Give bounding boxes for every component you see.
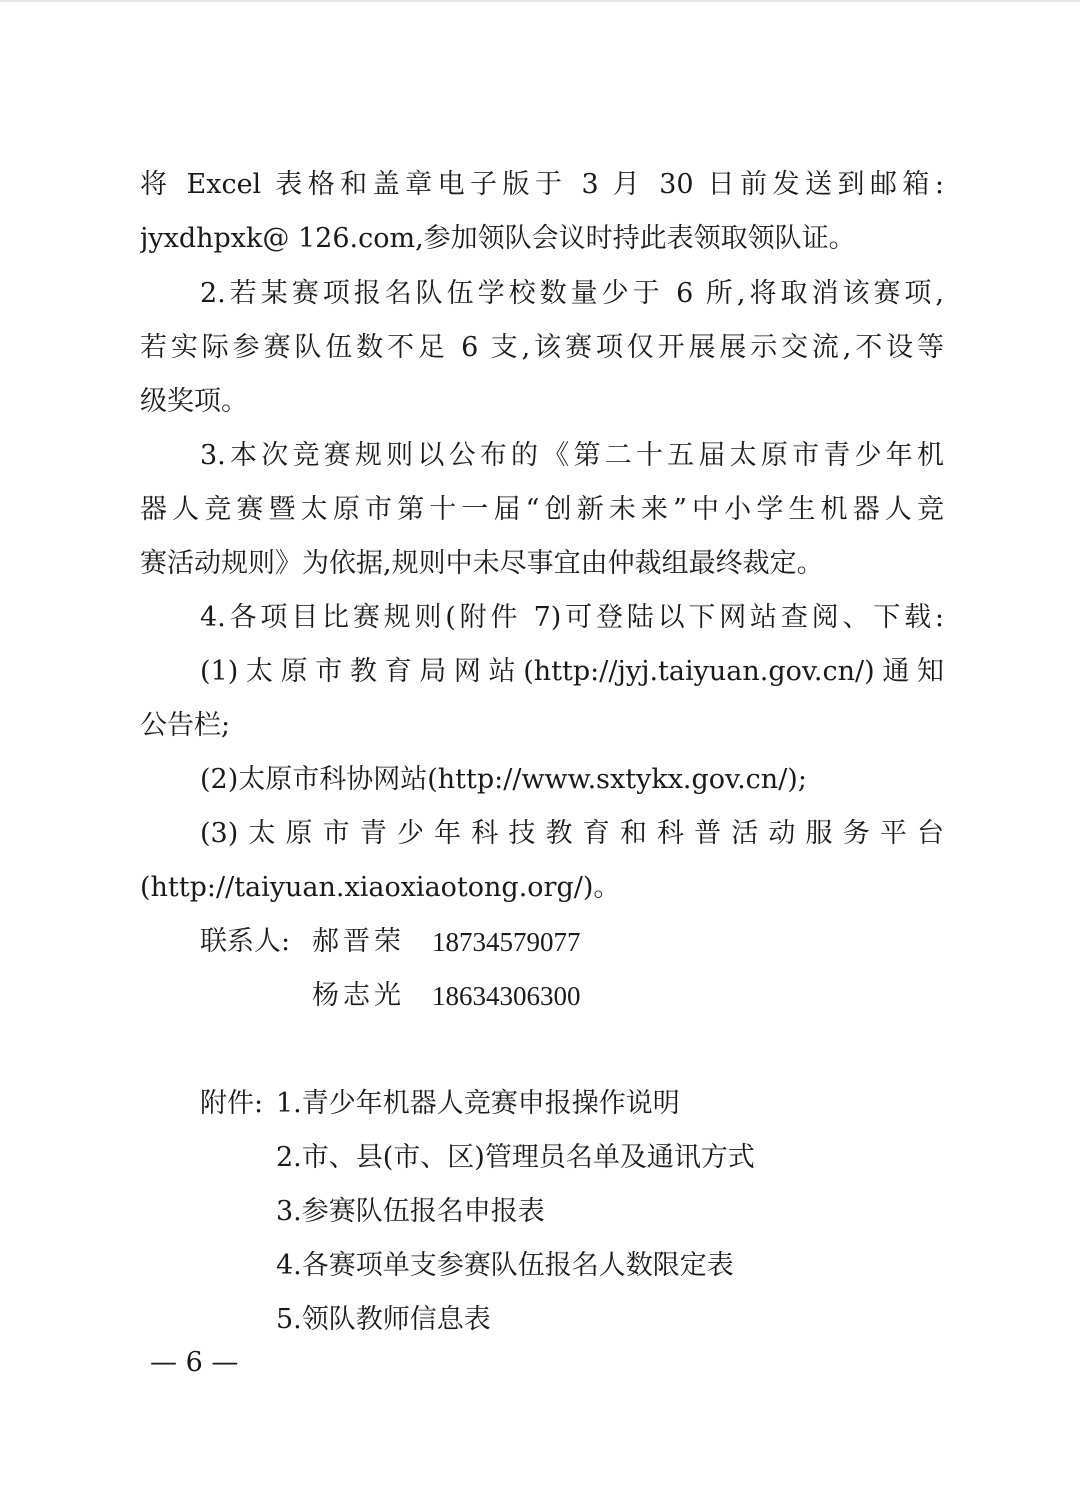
attachment-item: 2.市、县(市、区)管理员名单及通讯方式 xyxy=(276,1142,755,1173)
paragraph-3-line-3: 赛活动规则》为依据,规则中未尽事宜由仲裁组最终裁定。 xyxy=(140,548,824,579)
attachment-item: 5.领队教师信息表 xyxy=(276,1304,491,1335)
site-2-line-1: (2)太原市科协网站(http://www.sxtykx.gov.cn/); xyxy=(200,764,807,795)
site-1-line-2: 公告栏; xyxy=(140,710,231,741)
contact-name: 郝晋荣 xyxy=(312,926,405,957)
page-number: — 6 — xyxy=(150,1347,239,1378)
attachment-item: 1.青少年机器人竞赛申报操作说明 xyxy=(276,1088,680,1119)
attachments-label: 附件: xyxy=(200,1088,264,1119)
paragraph-4-line-1: 4.各项目比赛规则(附件 7)可登陆以下网站查阅、下载: xyxy=(200,602,944,633)
paragraph-1-line-1: 将 Excel 表格和盖章电子版于 3 月 30 日前发送到邮箱: xyxy=(140,169,944,200)
paragraph-1-line-2: jyxdhpxk@ 126.com,参加领队会议时持此表领取领队证。 xyxy=(140,223,856,254)
site-3-line-1: (3)太原市青少年科技教育和科普活动服务平台 xyxy=(200,818,944,849)
paragraph-2-line-3: 级奖项。 xyxy=(140,386,248,417)
contact-name: 杨志光 xyxy=(312,980,405,1011)
paragraph-2-line-1: 2.若某赛项报名队伍学校数量少于 6 所,将取消该赛项, xyxy=(200,278,944,309)
paragraph-2-line-2: 若实际参赛队伍数不足 6 支,该赛项仅开展展示交流,不设等 xyxy=(140,332,944,363)
contact-label: 联系人: xyxy=(200,926,291,957)
site-3-line-2: (http://taiyuan.xiaoxiaotong.org/)。 xyxy=(140,872,621,903)
contact-phone: 18734579077 xyxy=(432,927,581,957)
paragraph-3-line-1: 3.本次竞赛规则以公布的《第二十五届太原市青少年机 xyxy=(200,440,944,471)
contact-phone: 18634306300 xyxy=(432,981,581,1011)
attachment-item: 4.各赛项单支参赛队伍报名人数限定表 xyxy=(276,1250,734,1281)
page-top-edge xyxy=(0,0,1080,2)
paragraph-3-line-2: 器人竞赛暨太原市第十一届“创新未来”中小学生机器人竞 xyxy=(140,494,944,525)
attachment-item: 3.参赛队伍报名申报表 xyxy=(276,1196,545,1227)
site-1-line-1: (1)太原市教育局网站(http://jyj.taiyuan.gov.cn/)通知 xyxy=(200,656,944,687)
